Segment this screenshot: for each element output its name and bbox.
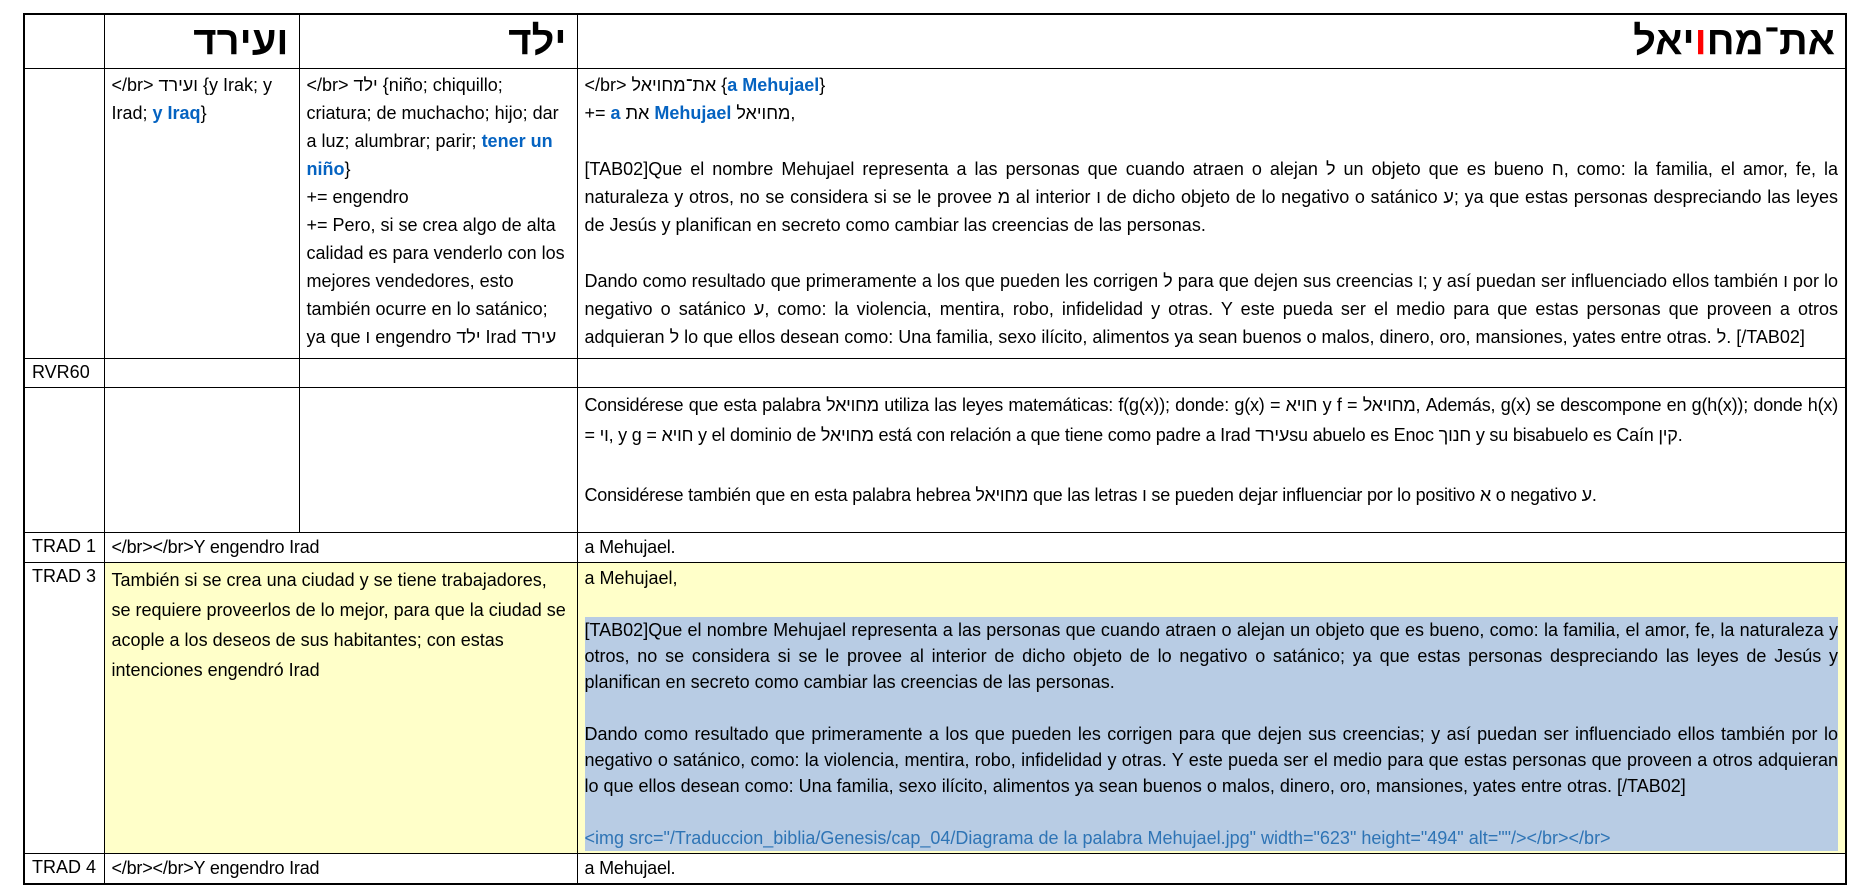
trad3-row <box>24 562 1846 853</box>
paragraph <box>112 535 570 559</box>
text-segment: </br> ועירד {y Irak; y Irad; <box>111 74 272 123</box>
paragraph <box>585 825 1839 851</box>
text-segment: += engendro <box>306 186 409 207</box>
paragraph <box>307 211 570 351</box>
hebrew-word-part: יאל <box>1633 19 1695 64</box>
blank-line <box>585 127 1839 155</box>
cell-commentary-mehujael <box>577 387 1846 532</box>
header-cell-yalad <box>299 14 577 68</box>
emphasized-term: Mehujael <box>654 102 732 123</box>
text-segment: </br></br>Y engendro Irad <box>111 857 320 878</box>
paragraph <box>585 617 1839 695</box>
hebrew-word-werad: ועירד <box>193 19 289 64</box>
blank-line <box>585 591 1839 617</box>
cell-trad4-left <box>104 853 577 884</box>
commentary-row <box>24 387 1846 532</box>
text-segment: += <box>584 102 611 123</box>
cell-commentary-werad <box>104 387 299 532</box>
paragraph <box>585 480 1839 510</box>
text-segment: += Pero, si se crea algo de alta calidad es para venderlo con los mejores vendedores, esto también ocurre en lo satánico; ya que ו engendro ילד Irad עירד <box>306 214 565 347</box>
paragraph <box>585 390 1839 450</box>
paragraph <box>112 71 292 127</box>
cell-trad1-right <box>577 532 1846 562</box>
blank-line <box>585 799 1839 825</box>
text-segment: } <box>344 158 351 179</box>
header-cell-mehujael <box>577 14 1846 68</box>
text-segment: Considérese también que en esta palabra hebrea מחויאל que las letras ו se pueden dejar influenciar por lo positivo א o negativo ע. <box>584 484 1597 505</box>
label-trad3: TRAD 3 <box>24 562 104 853</box>
text-segment: מחויאל, <box>731 102 796 123</box>
translation-comparison-table <box>23 13 1847 885</box>
cell-trad4-right <box>577 853 1846 884</box>
hebrew-word-part: את־מח <box>1706 19 1835 64</box>
text-segment: </br> את־מחויאל { <box>584 74 728 95</box>
cell-dictionary-mehujael <box>577 68 1846 358</box>
text-segment: <img src="/Traduccion_biblia/Genesis/cap_04/Diagrama de la palabra Mehujael.jpg" width="623" height="494" alt=""/></br></br> <box>584 827 1611 848</box>
paragraph <box>585 535 1839 559</box>
label-trad4: TRAD 4 <box>24 853 104 884</box>
text-segment: Dando como resultado que primeramente a los que pueden les corrigen para que dejen sus creencias; y así puedan ser influenciado ellos también por lo negativo o satánico, como: la violencia, mentira, robo, infidelidad y otras. Y este pueda ser el medio para que estas personas que proveen a otros adquieran lo que ellos desean como: Una familia, sexo ilícito, alimentos ya sean buenos o malos, dinero, oro, mansiones, yates entre otras. [/TAB02] <box>584 723 1838 796</box>
text-segment: </br> ילד {niño; chiquillo; criatura; de muchacho; hijo; dar a luz; alumbrar; parir; <box>306 74 559 151</box>
paragraph <box>585 721 1839 799</box>
cell-rvr60-mehujael <box>577 358 1846 387</box>
header-cell-empty <box>24 14 104 68</box>
rvr60-row <box>24 358 1846 387</box>
text-segment: a Mehujael. <box>584 536 676 557</box>
cell-trad3-right <box>577 562 1846 853</box>
hebrew-red-letter: ו <box>1694 19 1707 64</box>
cell-dictionary-yalad <box>299 68 577 358</box>
paragraph <box>307 71 570 183</box>
paragraph <box>307 183 570 211</box>
dictionary-row <box>24 68 1846 358</box>
label-trad1: TRAD 1 <box>24 532 104 562</box>
paragraph <box>585 856 1839 880</box>
text-segment: También si se crea una ciudad y se tiene trabajadores, se requiere proveerlos de lo mejor, para que la ciudad se acople a los deseos de sus habitantes; con estas intenciones engendró Irad <box>111 569 566 680</box>
text-segment: [TAB02]Que el nombre Mehujael representa a las personas que cuando atraen o alejan un objeto que es bueno, como: la familia, el amor, fe, la naturaleza y otros, no se considera si se le provee al interior de dicho objeto de lo negativo o satánico; ya que estas personas despreciando las leyes de Jesús y planifican en secreto como cambiar las creencias de las personas. <box>584 619 1838 692</box>
label-cell-empty <box>24 387 104 532</box>
blank-line <box>585 239 1839 267</box>
cell-commentary-yalad <box>299 387 577 532</box>
blank-line <box>585 450 1839 480</box>
paragraph <box>585 155 1839 239</box>
header-cell-werad <box>104 14 299 68</box>
cell-trad3-left <box>104 562 577 853</box>
text-segment: a Mehujael. <box>584 857 676 878</box>
trad1-row <box>24 532 1846 562</box>
cell-rvr60-yalad <box>299 358 577 387</box>
paragraph <box>585 71 1839 99</box>
hebrew-word-yalad: ילד <box>508 19 567 64</box>
header-row <box>24 14 1846 68</box>
trad3-highlighted-block <box>585 617 1839 851</box>
emphasized-term: y Iraq <box>152 102 201 123</box>
paragraph <box>585 565 1839 591</box>
text-segment: } <box>819 74 826 95</box>
cell-rvr60-werad <box>104 358 299 387</box>
trad3-right-top-text <box>585 565 1839 617</box>
text-segment: [TAB02]Que el nombre Mehujael representa a las personas que cuando atraen o alejan ל un objeto que es bueno ח, como: la familia, el amor, fe, la naturaleza y otros, no se considera si se le provee מ al interior ו de dicho objeto de lo negativo o satánico ע; ya que estas personas despreciando las leyes de Jesús y planifican en secreto como cambiar las creencias de las personas. <box>584 158 1838 235</box>
text-segment: </br></br>Y engendro Irad <box>111 536 320 557</box>
cell-dictionary-werad <box>104 68 299 358</box>
emphasized-term: a <box>610 102 621 123</box>
paragraph <box>585 99 1839 127</box>
text-segment: Dando como resultado que primeramente a los que pueden les corrigen ל para que dejen sus creencias ו; y así puedan ser influenciado ellos también ו por lo negativo o satánico ע, como: la violencia, mentira, robo, infidelidad y otras. Y este pueda ser el medio para que estas personas que proveen a otros adquieran ל lo que ellos desean como: Una familia, sexo ilícito, alimentos ya sean buenos o malos, dinero, oro, mansiones, yates entre otras. ל. [/TAB02] <box>584 270 1838 347</box>
blank-line <box>585 695 1839 721</box>
paragraph <box>585 267 1839 351</box>
text-segment: } <box>200 102 207 123</box>
text-segment: את <box>620 102 655 123</box>
emphasized-term: a Mehujael <box>727 74 820 95</box>
emphasized-term: tener un niño <box>306 130 553 179</box>
text-segment: Considérese que esta palabra מחויאל utiliza las leyes matemáticas: f(g(x)); donde: g(x) = חויא y f = מחויאל, Además, g(x) se descompone en g(h(x)); donde h(x) = וי, y g = חויא y el dominio de מחויאל está con relación a que tiene como padre a Irad עירדsu abuelo es Enoc חנוך y su bisabuelo es Caín קין. <box>584 394 1838 445</box>
label-cell-empty <box>24 68 104 358</box>
cell-trad1-left <box>104 532 577 562</box>
paragraph <box>112 856 570 880</box>
trad4-row <box>24 853 1846 884</box>
paragraph <box>112 565 570 685</box>
label-rvr60: RVR60 <box>24 358 104 387</box>
text-segment: a Mehujael, <box>584 567 678 588</box>
